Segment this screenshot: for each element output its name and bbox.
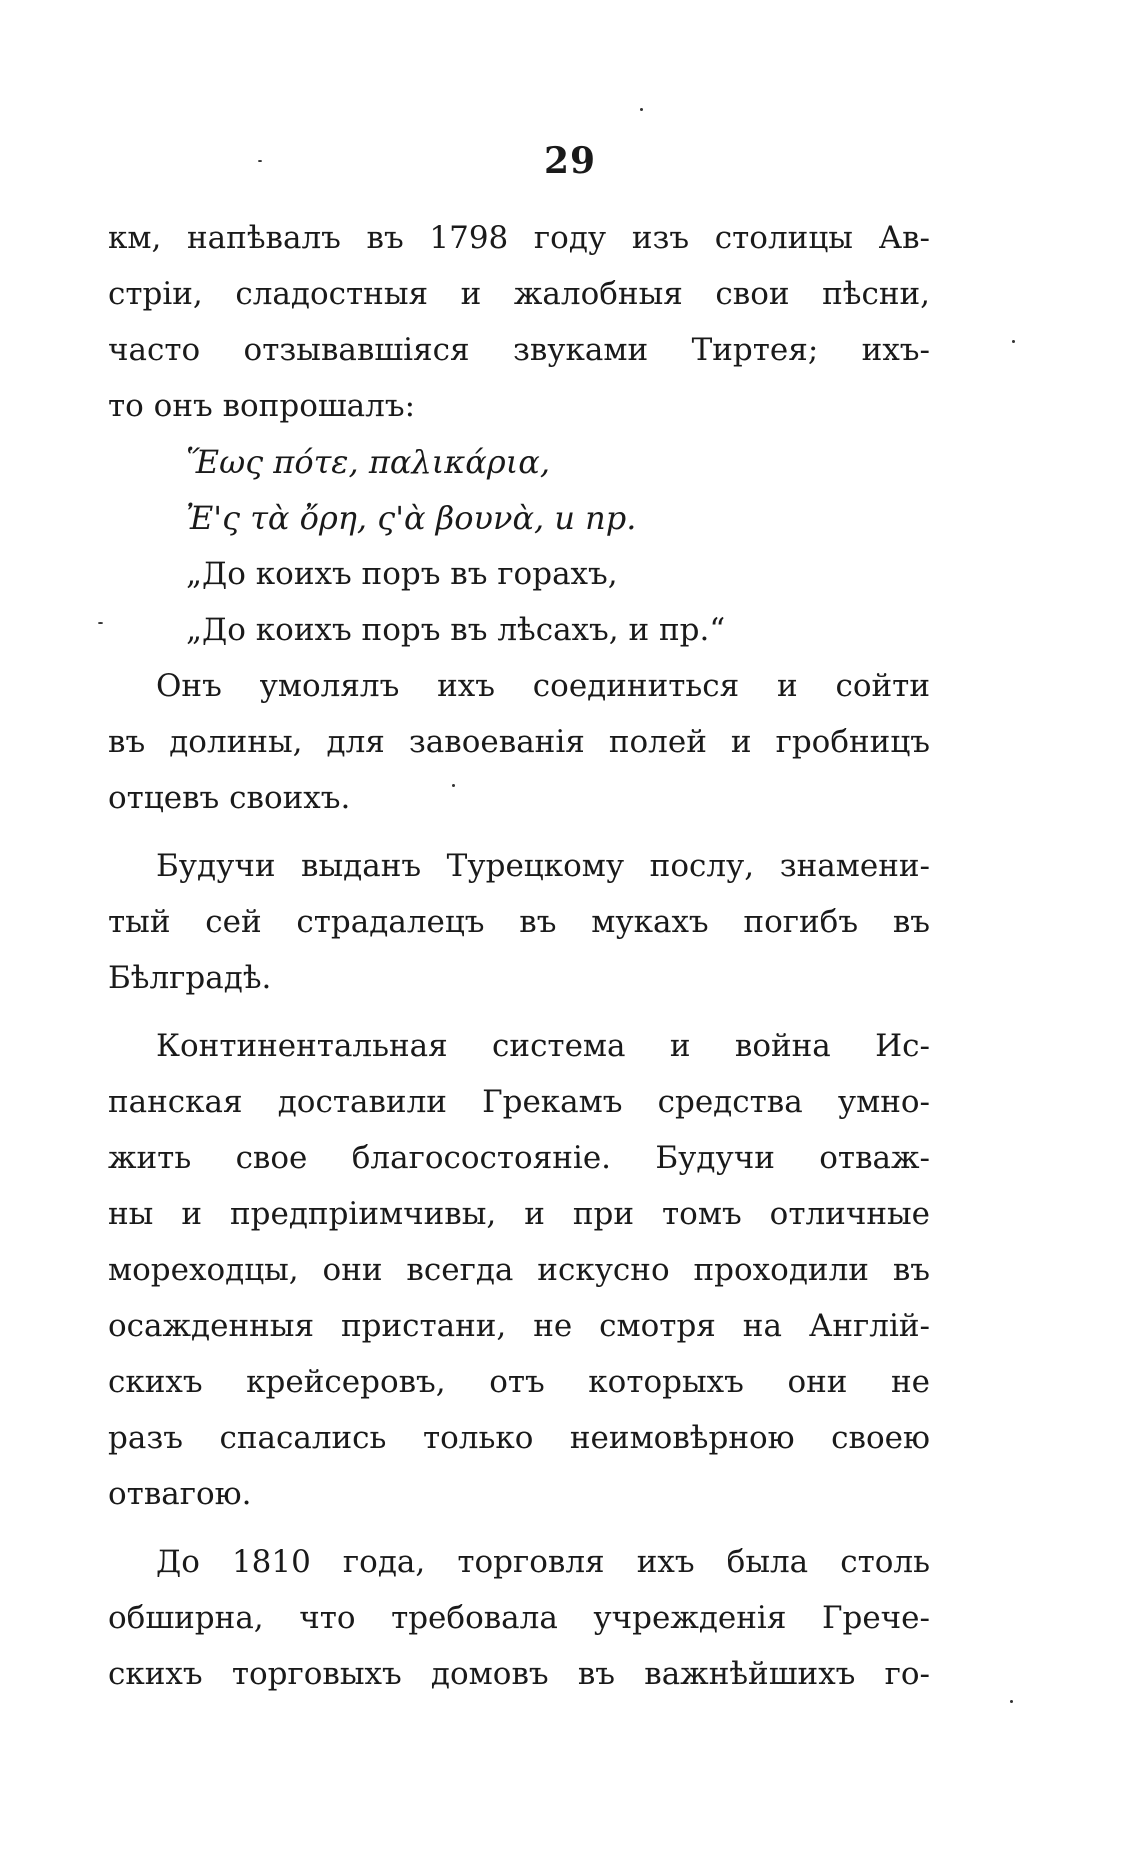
text-line: жить свое благосостояніе. Будучи отваж- <box>108 1140 930 1176</box>
text-line: Бѣлградѣ. <box>108 960 272 996</box>
text-line: обширна, что требовала учрежденія Грече- <box>108 1600 930 1636</box>
verse-translation-line: „До коихъ поръ въ горахъ, <box>186 556 618 592</box>
paragraph-first-line: До 1810 года, торговля ихъ была столь <box>156 1544 930 1580</box>
print-speck <box>1010 1700 1013 1703</box>
text-line: осажденныя пристани, не смотря на Англій- <box>108 1308 930 1344</box>
text-line: стріи, сладостныя и жалобныя свои пѣсни, <box>108 276 930 312</box>
text-line: скихъ крейсеровъ, отъ которыхъ они не <box>108 1364 930 1400</box>
text-line: отцевъ своихъ. <box>108 780 351 816</box>
text-line: то онъ вопрошалъ: <box>108 388 416 424</box>
verse-translation-line: „До коихъ поръ въ лѣсахъ, и пр.“ <box>186 612 726 648</box>
text-line: отвагою. <box>108 1476 252 1512</box>
print-speck <box>1012 340 1015 343</box>
print-speck <box>452 784 455 787</box>
greek-verse-line: Ἕως πότε, παλικάρια, <box>186 443 551 481</box>
paragraph-gap <box>108 826 930 838</box>
text-line: въ долины, для завоеванія полей и гробницъ <box>108 724 930 760</box>
greek-verse-line: Ἐ'ς τὰ ὄρη, ς'ὰ βουνὰ, и пр. <box>186 499 637 537</box>
paragraph-first-line: Континентальная система и война Ис- <box>156 1028 930 1064</box>
text-line: панская доставили Грекамъ средства умно- <box>108 1084 930 1120</box>
paragraph-first-line: Будучи выданъ Турецкому послу, знамени- <box>156 848 930 884</box>
page-body-text <box>108 210 930 1702</box>
text-line: ны и предпріимчивы, и при томъ отличные <box>108 1196 930 1232</box>
print-speck <box>258 160 262 162</box>
print-speck <box>640 108 643 111</box>
print-speck <box>98 622 103 624</box>
page-number: 29 <box>543 140 597 182</box>
text-line: мореходцы, они всегда искусно проходили въ <box>108 1252 930 1288</box>
text-line: часто отзывавшіяся звуками Тиртея; ихъ- <box>108 332 930 368</box>
paragraph-gap <box>108 1522 930 1534</box>
paragraph-first-line: Онъ умолялъ ихъ соединиться и сойти <box>156 668 930 704</box>
text-line: разъ спасались только неимовѣрною своею <box>108 1420 930 1456</box>
text-line: км, напѣвалъ въ 1798 году изъ столицы Ав- <box>108 220 930 256</box>
text-line: тый сей страдалецъ въ мукахъ погибъ въ <box>108 904 930 940</box>
text-line: скихъ торговыхъ домовъ въ важнѣйшихъ го- <box>108 1656 930 1692</box>
paragraph-gap <box>108 1006 930 1018</box>
